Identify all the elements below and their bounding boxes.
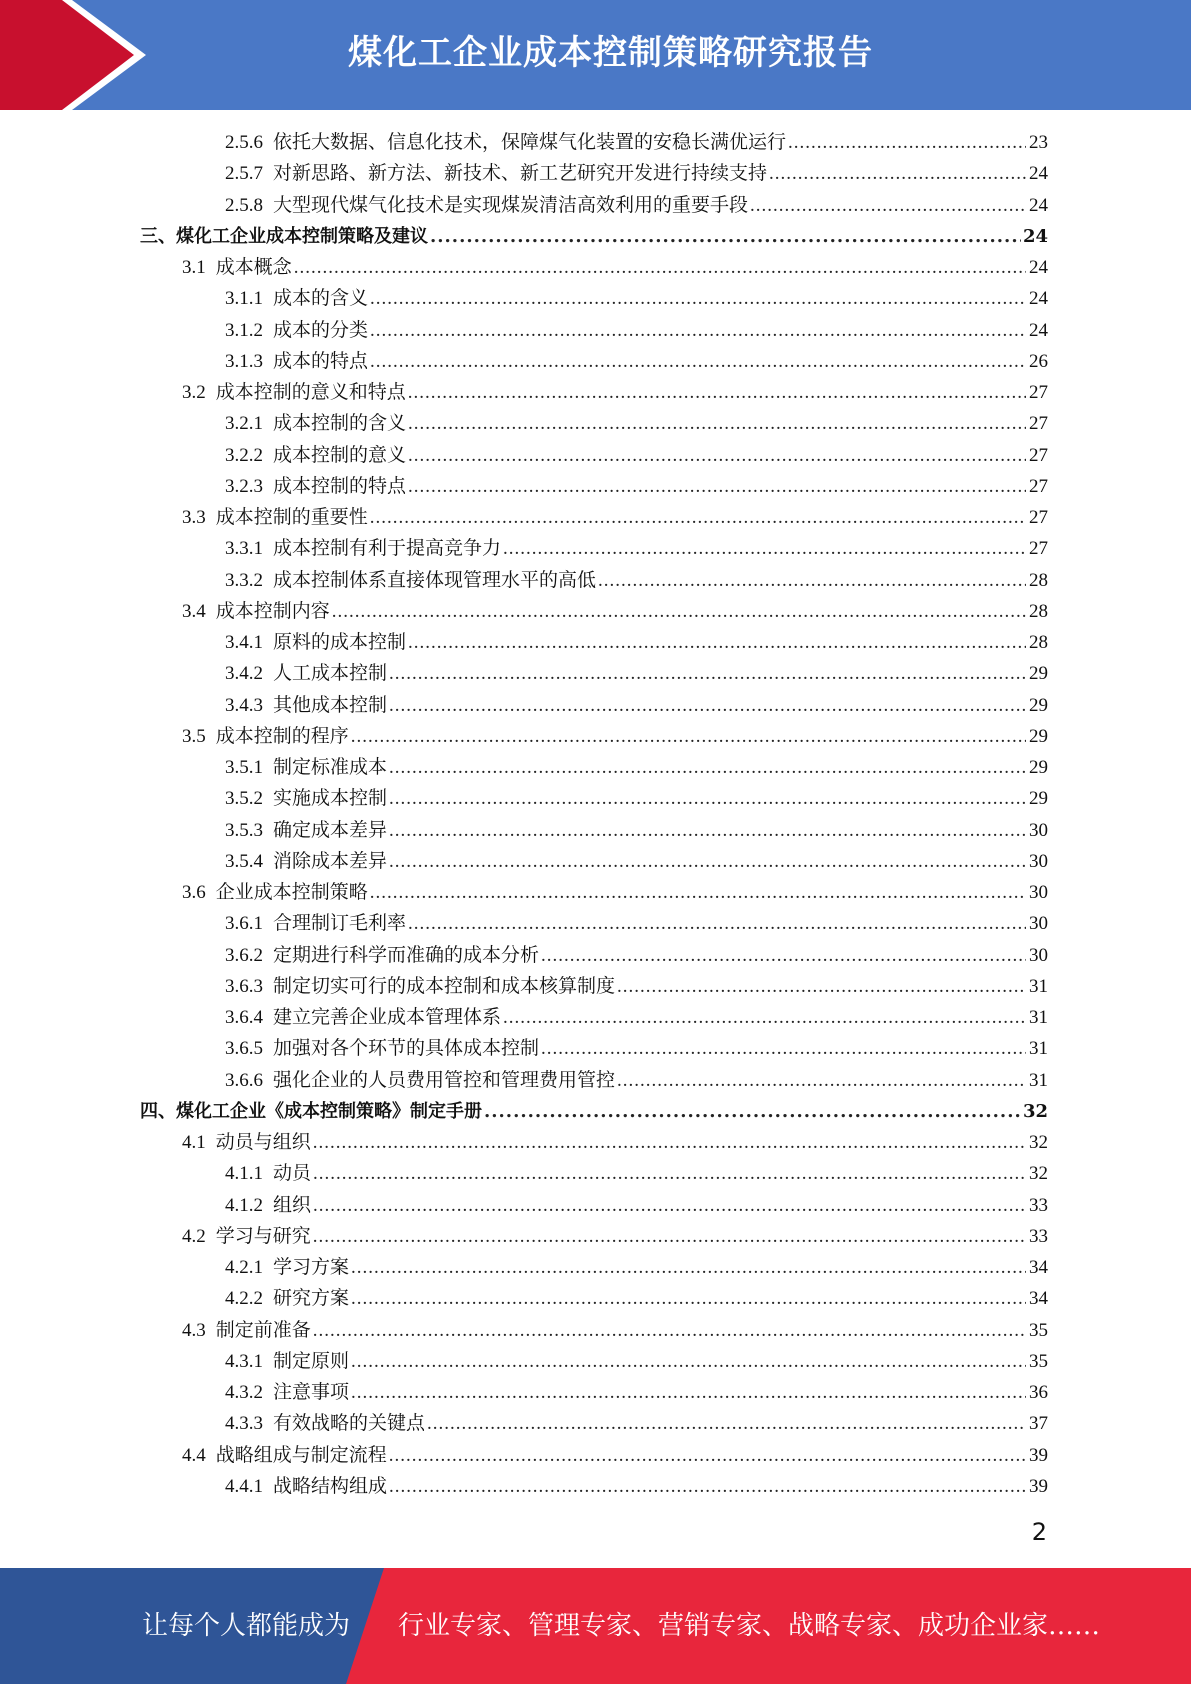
toc-entry-page: 31 — [1029, 975, 1048, 997]
toc-entry-page: 30 — [1029, 819, 1048, 841]
toc-dot-leader — [389, 1440, 1026, 1471]
toc-dot-leader — [313, 1190, 1026, 1221]
toc-entry-number: 4.3.2 — [225, 1382, 263, 1403]
toc-entry[interactable] — [140, 1440, 1048, 1471]
toc-entry-title: 消除成本差异 — [273, 850, 388, 872]
toc-dot-leader — [430, 221, 1021, 252]
toc-entry-title: 动员 — [273, 1163, 312, 1185]
toc-entry-number: 2.5.8 — [225, 194, 263, 216]
toc-entry-page: 27 — [1029, 507, 1048, 528]
toc-entry-number: 3.5.4 — [225, 850, 263, 872]
toc-entry-page: 32 — [1022, 1100, 1048, 1122]
toc-entry-page: 39 — [1029, 1444, 1048, 1466]
toc-entry[interactable] — [140, 783, 1048, 814]
footer-slogan-right: 行业专家、管理专家、营销专家、战略专家、成功企业家…… — [398, 1611, 1101, 1641]
toc-entry-page: 33 — [1029, 1225, 1048, 1247]
toc-entry[interactable] — [140, 721, 1048, 752]
toc-entry-page: 27 — [1029, 538, 1048, 560]
toc-dot-leader — [370, 877, 1026, 908]
toc-entry-page: 29 — [1029, 694, 1048, 716]
toc-entry-number: 3.6.1 — [225, 913, 263, 935]
toc-dot-leader — [351, 1283, 1026, 1314]
toc-entry[interactable] — [140, 1158, 1048, 1189]
toc-dot-leader — [408, 627, 1026, 658]
toc-dot-leader — [408, 908, 1026, 939]
toc-entry-number: 4.2 — [182, 1225, 206, 1247]
toc-entry-number: 3.6.3 — [225, 975, 263, 997]
toc-entry[interactable] — [140, 158, 1048, 189]
toc-entry-page: 34 — [1029, 1257, 1048, 1278]
toc-entry-number: 3.4.2 — [225, 663, 263, 685]
toc-entry[interactable] — [140, 315, 1048, 346]
toc-entry-title: 战略结构组成 — [273, 1475, 388, 1497]
toc-dot-leader — [408, 440, 1026, 471]
toc-entry-number: 3.6.6 — [225, 1069, 263, 1091]
toc-entry-title: 定期进行科学而准确的成本分析 — [273, 944, 540, 966]
toc-entry-title: 成本控制体系直接体现管理水平的高低 — [273, 569, 597, 591]
toc-entry-number: 3.1 — [182, 257, 206, 278]
toc-entry-number: 2.5.7 — [225, 163, 263, 185]
toc-entry[interactable] — [140, 1127, 1048, 1158]
toc-dot-leader — [389, 752, 1026, 783]
toc-entry-title: 其他成本控制 — [273, 694, 388, 716]
toc-entry[interactable] — [140, 377, 1048, 408]
toc-dot-leader — [351, 1252, 1026, 1283]
toc-entry-number: 3.4 — [182, 600, 206, 622]
toc-entry[interactable] — [140, 1096, 1048, 1127]
toc-entry-title: 建立完善企业成本管理体系 — [273, 1007, 502, 1028]
toc-dot-leader — [408, 408, 1026, 439]
toc-entry-title: 有效战略的关键点 — [273, 1413, 426, 1435]
toc-entry-title: 四、煤化工企业《成本控制策略》制定手册 — [140, 1100, 482, 1122]
toc-entry-number: 3.5 — [182, 725, 206, 747]
toc-entry-page: 27 — [1029, 382, 1048, 403]
toc-entry-page: 24 — [1029, 288, 1048, 310]
toc-dot-leader — [408, 377, 1026, 408]
toc-dot-leader — [788, 127, 1026, 158]
toc-entry-title: 对新思路、新方法、新技术、新工艺研究开发进行持续支持 — [273, 163, 768, 185]
toc-entry-title: 成本控制的意义和特点 — [215, 382, 406, 403]
toc-entry[interactable] — [140, 877, 1048, 908]
toc-dot-leader — [370, 502, 1026, 533]
toc-entry[interactable] — [140, 1190, 1048, 1221]
toc-entry-page: 27 — [1029, 444, 1048, 466]
table-of-contents — [140, 127, 1048, 1502]
toc-dot-leader — [427, 1408, 1026, 1439]
toc-entry-page: 36 — [1029, 1382, 1048, 1403]
toc-entry[interactable] — [140, 627, 1048, 658]
toc-entry[interactable] — [140, 221, 1048, 252]
toc-entry-page: 24 — [1022, 225, 1048, 247]
toc-entry-number: 3.4.1 — [225, 632, 263, 653]
toc-entry[interactable] — [140, 1377, 1048, 1408]
toc-dot-leader — [598, 565, 1026, 596]
toc-entry-title: 注意事项 — [273, 1382, 350, 1403]
toc-entry-page: 32 — [1029, 1132, 1048, 1153]
toc-entry-page: 29 — [1029, 663, 1048, 685]
toc-entry-number: 3.3.2 — [225, 569, 263, 591]
toc-entry-title: 依托大数据、信息化技术，保障煤气化装置的安稳长满优运行 — [273, 132, 787, 153]
toc-entry[interactable] — [140, 940, 1048, 971]
toc-entry-page: 24 — [1029, 319, 1048, 341]
toc-entry-title: 企业成本控制策略 — [215, 882, 368, 903]
toc-entry-page: 26 — [1029, 350, 1048, 372]
toc-entry-page: 31 — [1029, 1038, 1048, 1060]
toc-entry-number: 4.4 — [182, 1444, 206, 1466]
toc-entry[interactable] — [140, 690, 1048, 721]
toc-entry-number: 3.5.3 — [225, 819, 263, 841]
toc-entry-page: 29 — [1029, 757, 1048, 778]
toc-dot-leader — [313, 1315, 1026, 1346]
toc-entry[interactable] — [140, 440, 1048, 471]
toc-dot-leader — [294, 252, 1026, 283]
toc-dot-leader — [769, 158, 1026, 189]
toc-entry-title: 大型现代煤气化技术是实现煤炭清洁高效利用的重要手段 — [273, 194, 749, 216]
toc-entry-page: 24 — [1029, 194, 1048, 216]
toc-entry-page: 24 — [1029, 163, 1048, 185]
toc-dot-leader — [370, 315, 1026, 346]
toc-entry[interactable] — [140, 1283, 1048, 1314]
toc-entry[interactable] — [140, 1408, 1048, 1439]
toc-entry[interactable] — [140, 346, 1048, 377]
toc-entry[interactable] — [140, 752, 1048, 783]
toc-dot-leader — [408, 471, 1026, 502]
toc-entry-page: 28 — [1029, 632, 1048, 653]
toc-entry-title: 组织 — [273, 1194, 312, 1216]
toc-entry-title: 研究方案 — [273, 1288, 350, 1310]
page-footer — [0, 1568, 1191, 1684]
toc-entry-page: 28 — [1029, 600, 1048, 622]
toc-entry[interactable] — [140, 1002, 1048, 1033]
toc-entry[interactable] — [140, 252, 1048, 283]
toc-entry-number: 4.4.1 — [225, 1475, 263, 1497]
toc-entry-number: 3.2.2 — [225, 444, 263, 466]
toc-dot-leader — [332, 596, 1026, 627]
toc-entry-number: 3.2.1 — [225, 413, 263, 435]
toc-entry-page: 23 — [1029, 132, 1048, 153]
toc-entry-number: 3.4.3 — [225, 694, 263, 716]
toc-entry[interactable] — [140, 1252, 1048, 1283]
toc-entry-title: 人工成本控制 — [273, 663, 388, 685]
toc-entry[interactable] — [140, 596, 1048, 627]
toc-entry-number: 4.1.2 — [225, 1194, 263, 1216]
toc-entry-page: 27 — [1029, 413, 1048, 435]
toc-entry-title: 成本的分类 — [273, 319, 369, 341]
toc-entry[interactable] — [140, 971, 1048, 1002]
toc-entry-number: 3.6 — [182, 882, 206, 903]
report-title: 煤化工企业成本控制策略研究报告 — [348, 33, 873, 73]
toc-entry-number: 3.6.2 — [225, 944, 263, 966]
toc-entry-title: 制定切实可行的成本控制和成本核算制度 — [273, 975, 616, 997]
toc-entry-page: 32 — [1029, 1163, 1048, 1185]
toc-entry-number: 2.5.6 — [225, 132, 263, 153]
toc-dot-leader — [370, 283, 1026, 314]
toc-entry-number: 4.1.1 — [225, 1163, 263, 1185]
toc-entry-number: 3.5.2 — [225, 788, 263, 810]
toc-entry-title: 强化企业的人员费用管控和管理费用管控 — [273, 1069, 616, 1091]
toc-entry-number: 4.2.1 — [225, 1257, 263, 1278]
toc-dot-leader — [351, 721, 1026, 752]
toc-dot-leader — [351, 1346, 1026, 1377]
toc-entry-title: 实施成本控制 — [273, 788, 388, 810]
toc-dot-leader — [389, 658, 1026, 689]
toc-dot-leader — [389, 690, 1026, 721]
toc-entry-title: 学习方案 — [273, 1257, 350, 1278]
toc-entry-title: 成本控制的重要性 — [215, 507, 368, 528]
toc-entry-page: 27 — [1029, 475, 1048, 497]
toc-entry[interactable] — [140, 283, 1048, 314]
toc-entry[interactable] — [140, 1471, 1048, 1502]
toc-entry-number: 4.3 — [182, 1319, 206, 1341]
toc-entry-page: 30 — [1029, 944, 1048, 966]
page-number: 2 — [1031, 1518, 1047, 1546]
toc-entry-number: 4.3.3 — [225, 1413, 263, 1435]
toc-entry-title: 加强对各个环节的具体成本控制 — [273, 1038, 540, 1060]
toc-dot-leader — [617, 1065, 1026, 1096]
toc-entry-title: 制定原则 — [273, 1350, 350, 1372]
toc-dot-leader — [389, 1471, 1026, 1502]
toc-entry[interactable] — [140, 471, 1048, 502]
toc-entry-number: 3.2 — [182, 382, 206, 403]
toc-dot-leader — [503, 1002, 1026, 1033]
toc-dot-leader — [389, 815, 1026, 846]
toc-entry[interactable] — [140, 658, 1048, 689]
toc-dot-leader — [313, 1221, 1026, 1252]
toc-entry[interactable] — [140, 1221, 1048, 1252]
toc-entry-title: 战略组成与制定流程 — [215, 1444, 387, 1466]
toc-entry-page: 29 — [1029, 725, 1048, 747]
toc-entry-number: 4.1 — [182, 1132, 206, 1153]
toc-entry-number: 3.1.2 — [225, 319, 263, 341]
toc-entry-number: 3.1.1 — [225, 288, 263, 310]
toc-dot-leader — [351, 1377, 1026, 1408]
toc-entry[interactable] — [140, 533, 1048, 564]
toc-entry-number: 4.2.2 — [225, 1288, 263, 1310]
toc-entry-page: 24 — [1029, 257, 1048, 278]
toc-entry-title: 成本控制有利于提高竞争力 — [273, 538, 502, 560]
toc-entry[interactable] — [140, 1346, 1048, 1377]
toc-entry-number: 4.3.1 — [225, 1350, 263, 1372]
toc-dot-leader — [541, 940, 1026, 971]
toc-entry-title: 学习与研究 — [215, 1225, 311, 1247]
toc-entry-page: 30 — [1029, 913, 1048, 935]
toc-entry-page: 31 — [1029, 1007, 1048, 1028]
toc-entry-title: 成本控制的程序 — [215, 725, 349, 747]
toc-entry-title: 成本控制的特点 — [273, 475, 407, 497]
toc-entry-title: 三、煤化工企业成本控制策略及建议 — [140, 225, 428, 247]
toc-entry-page: 35 — [1029, 1319, 1048, 1341]
toc-entry[interactable] — [140, 502, 1048, 533]
toc-entry-title: 成本控制内容 — [215, 600, 330, 622]
toc-entry-number: 3.3 — [182, 507, 206, 528]
toc-entry-page: 35 — [1029, 1350, 1048, 1372]
toc-entry-page: 29 — [1029, 788, 1048, 810]
page-header — [0, 0, 1191, 110]
toc-entry-page: 28 — [1029, 569, 1048, 591]
toc-entry-title: 成本的含义 — [273, 288, 369, 310]
toc-entry[interactable] — [140, 127, 1048, 158]
toc-entry[interactable] — [140, 846, 1048, 877]
toc-entry-page: 39 — [1029, 1475, 1048, 1497]
toc-dot-leader — [484, 1096, 1021, 1127]
toc-entry[interactable] — [140, 908, 1048, 939]
toc-entry-title: 确定成本差异 — [273, 819, 388, 841]
toc-entry[interactable] — [140, 565, 1048, 596]
toc-dot-leader — [370, 346, 1026, 377]
toc-entry-page: 30 — [1029, 850, 1048, 872]
toc-entry-title: 成本控制的意义 — [273, 444, 407, 466]
toc-entry[interactable] — [140, 190, 1048, 221]
toc-dot-leader — [313, 1127, 1026, 1158]
toc-dot-leader — [389, 846, 1026, 877]
toc-entry-number: 3.5.1 — [225, 757, 263, 778]
toc-entry-page: 33 — [1029, 1194, 1048, 1216]
toc-entry-number: 3.6.5 — [225, 1038, 263, 1060]
toc-dot-leader — [617, 971, 1026, 1002]
toc-dot-leader — [541, 1033, 1026, 1064]
toc-dot-leader — [503, 533, 1026, 564]
toc-dot-leader — [750, 190, 1026, 221]
toc-entry[interactable] — [140, 408, 1048, 439]
toc-entry-title: 制定前准备 — [215, 1319, 311, 1341]
toc-entry[interactable] — [140, 1033, 1048, 1064]
toc-entry[interactable] — [140, 1065, 1048, 1096]
toc-entry-page: 31 — [1029, 1069, 1048, 1091]
toc-entry-page: 37 — [1029, 1413, 1048, 1435]
toc-entry-page: 34 — [1029, 1288, 1048, 1310]
toc-entry[interactable] — [140, 1315, 1048, 1346]
toc-entry-title: 成本的特点 — [273, 350, 369, 372]
toc-entry-title: 合理制订毛利率 — [273, 913, 407, 935]
toc-dot-leader — [313, 1158, 1026, 1189]
toc-entry-number: 3.1.3 — [225, 350, 263, 372]
toc-entry-number: 3.3.1 — [225, 538, 263, 560]
toc-entry-title: 成本控制的含义 — [273, 413, 407, 435]
toc-entry[interactable] — [140, 815, 1048, 846]
toc-entry-title: 制定标准成本 — [273, 757, 388, 778]
footer-slogan-left: 让每个人都能成为 — [142, 1611, 351, 1641]
toc-entry-number: 3.6.4 — [225, 1007, 263, 1028]
toc-entry-page: 30 — [1029, 882, 1048, 903]
toc-entry-title: 原料的成本控制 — [273, 632, 407, 653]
toc-entry-title: 成本概念 — [215, 257, 292, 278]
toc-entry-number: 3.2.3 — [225, 475, 263, 497]
toc-dot-leader — [389, 783, 1026, 814]
toc-entry-title: 动员与组织 — [215, 1132, 311, 1153]
